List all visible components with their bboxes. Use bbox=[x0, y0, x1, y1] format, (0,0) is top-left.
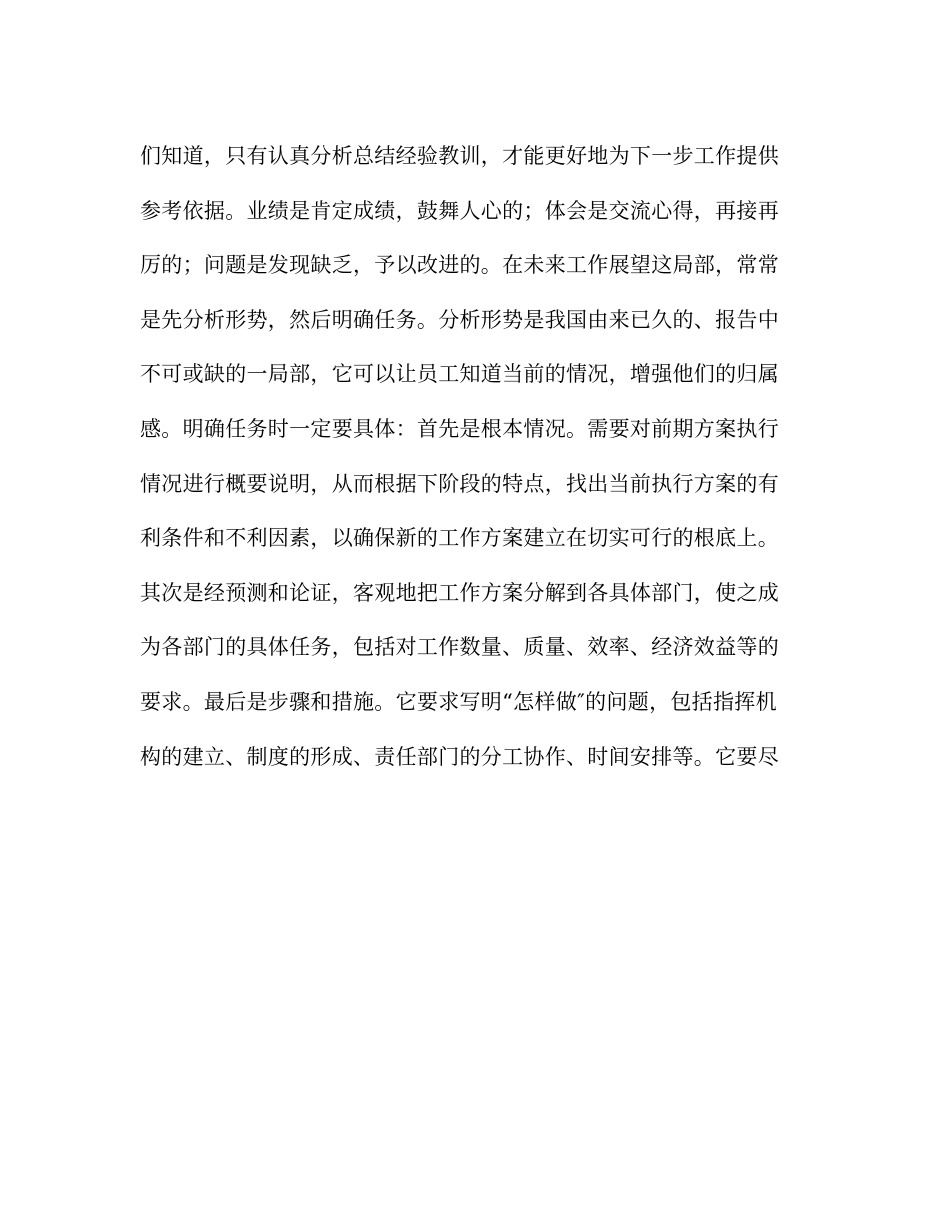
text-line: 感。明确任务时一定要具体：首先是根本情况。需要对前期方案执行 bbox=[140, 416, 779, 441]
text-line: 情况进行概要说明，从而根据下阶段的特点，找出当前执行方案的有 bbox=[140, 471, 779, 496]
body-paragraph bbox=[140, 133, 820, 788]
text-line: 为各部门的具体任务，包括对工作数量、质量、效率、经济效益等的 bbox=[140, 635, 779, 660]
text-line: 是先分析形势，然后明确任务。分析形势是我国由来已久的、报告中 bbox=[140, 307, 779, 332]
text-line: 们知道，只有认真分析总结经验教训，才能更好地为下一步工作提供 bbox=[140, 144, 779, 168]
text-line: 构的建立、制度的形成、责任部门的分工协作、时间安排等。它要尽 bbox=[140, 744, 779, 769]
text-line: 参考依据。业绩是肯定成绩，鼓舞人心的；体会是交流心得，再接再 bbox=[140, 198, 779, 223]
text-line: 利条件和不利因素，以确保新的工作方案建立在切实可行的根底上。 bbox=[140, 526, 779, 551]
text-line: 不可或缺的一局部，它可以让员工知道当前的情况，增强他们的归属 bbox=[140, 362, 779, 387]
text-line: 其次是经预测和论证，客观地把工作方案分解到各具体部门，使之成 bbox=[140, 580, 779, 605]
text-line: 要求。最后是步骤和措施。它要求写明“怎样做″的问题，包括指挥机 bbox=[140, 689, 777, 714]
text-line: 厉的；问题是发现缺乏，予以改进的。在未来工作展望这局部，常常 bbox=[140, 253, 779, 278]
